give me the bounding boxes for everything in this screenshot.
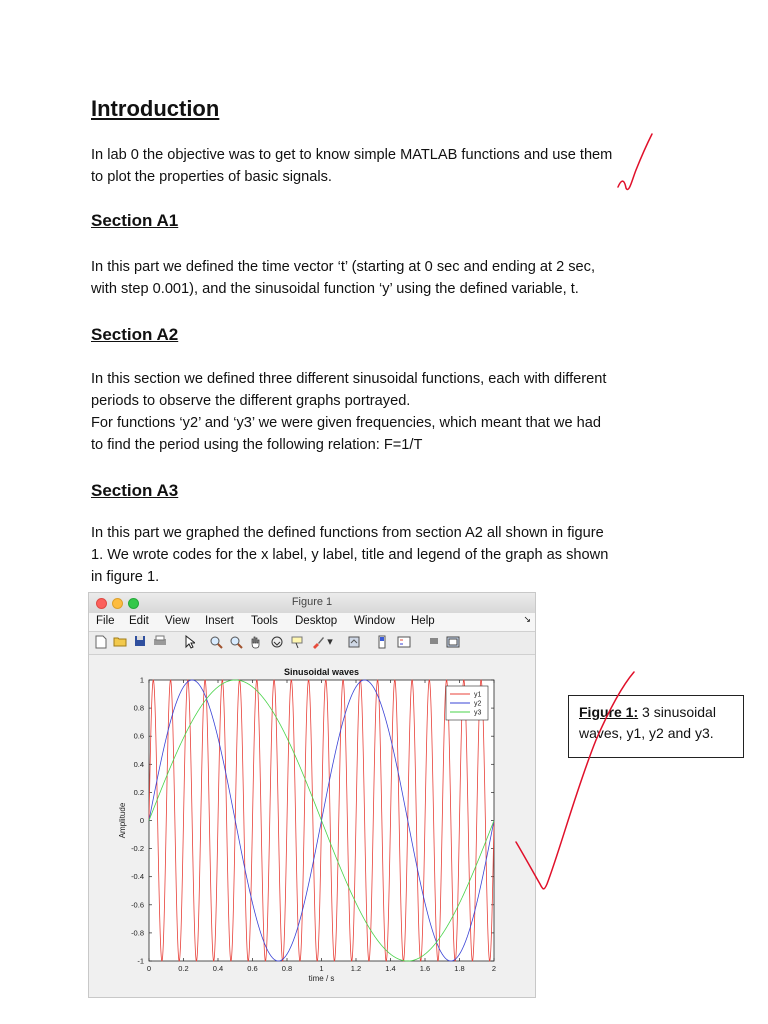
figure-caption-box <box>568 695 744 758</box>
zoom-in-icon[interactable] <box>209 635 223 649</box>
legend-icon[interactable] <box>397 635 411 649</box>
open-folder-icon[interactable] <box>113 635 127 649</box>
colorbar-icon[interactable] <box>375 635 389 649</box>
paragraph-line: For functions ‘y2’ and ‘y3’ we were given frequencies, which meant that we had <box>91 415 601 431</box>
x-tick-label: 0.2 <box>178 964 189 973</box>
print-icon[interactable] <box>153 635 167 649</box>
x-axis-label: time / s <box>308 974 335 983</box>
y-tick-label: 0 <box>139 816 144 825</box>
intro-line: In lab 0 the objective was to get to know simple MATLAB functions and use them <box>91 147 613 163</box>
figure-canvas <box>89 655 535 998</box>
paragraph-line: In this part we defined the time vector ‘t’ (starting at 0 sec and ending at 2 sec, <box>91 259 596 275</box>
pointer-icon[interactable] <box>183 635 197 649</box>
section-a1-heading: Section A1 <box>91 211 179 230</box>
section-a3-heading: Section A3 <box>91 481 179 500</box>
figure-toolbar <box>89 632 535 655</box>
menu-file[interactable]: File <box>96 615 115 627</box>
page-title: Introduction <box>91 96 220 121</box>
legend-label-y3: y3 <box>474 709 482 717</box>
x-tick-label: 0.8 <box>281 964 293 973</box>
x-tick-label: 0.6 <box>247 964 258 973</box>
zoom-out-icon[interactable] <box>229 635 243 649</box>
matlab-figure-window <box>88 592 536 998</box>
x-tick-label: 1.4 <box>385 964 396 973</box>
caption-label: Figure 1: <box>579 704 639 720</box>
new-file-icon[interactable] <box>94 635 108 649</box>
menu-help[interactable]: Help <box>411 615 435 627</box>
data-cursor-icon[interactable] <box>290 635 304 649</box>
x-tick-label: 1.2 <box>350 964 362 973</box>
menu-desktop[interactable]: Desktop <box>295 615 338 627</box>
legend-label-y1: y1 <box>474 691 482 699</box>
chart-title: Sinusoidal waves <box>283 667 360 677</box>
x-tick-label: 2 <box>491 964 497 973</box>
section-a1-paragraph <box>91 256 691 300</box>
intro-paragraph <box>91 144 691 188</box>
menu-view[interactable]: View <box>165 615 190 627</box>
paragraph-line: in figure 1. <box>91 569 160 585</box>
y-tick-label: 0.4 <box>133 759 144 769</box>
x-tick-label: 0.4 <box>212 964 224 973</box>
menu-tools[interactable]: Tools <box>251 615 278 627</box>
section-a2-paragraph <box>91 368 691 456</box>
menu-bar <box>89 613 535 632</box>
y-axis-label: Amplitude <box>118 802 127 839</box>
brush-icon[interactable] <box>311 635 325 649</box>
section-a3-paragraph <box>91 522 691 588</box>
paragraph-line: In this section we defined three different sinusoidal functions, each with different <box>91 371 607 387</box>
y-tick-label: 0.8 <box>133 703 144 713</box>
x-tick-label: 0 <box>146 964 152 973</box>
hide-plot-tools-icon[interactable] <box>427 635 441 649</box>
paragraph-line: In this part we graphed the defined functions from section A2 all shown in figure <box>91 525 604 541</box>
legend-label-y2: y2 <box>474 700 482 708</box>
window-titlebar <box>89 593 535 614</box>
paragraph-line: with step 0.001), and the sinusoidal function ‘y’ using the defined variable, t. <box>91 281 579 297</box>
rotate-3d-icon[interactable] <box>270 635 284 649</box>
window-title: Figure 1 <box>291 596 333 608</box>
save-icon[interactable] <box>133 635 147 649</box>
paragraph-line: to find the period using the following relation: F=1/T <box>91 437 423 453</box>
y-tick-label: -0.2 <box>131 844 144 854</box>
y-tick-label: -0.6 <box>131 900 144 910</box>
intro-line: to plot the properties of basic signals. <box>91 169 332 185</box>
section-a2-heading: Section A2 <box>91 325 179 344</box>
show-plot-tools-icon[interactable] <box>446 635 460 649</box>
sinusoidal-plot[interactable] <box>89 655 535 998</box>
x-tick-label: 1.6 <box>419 964 431 973</box>
link-plot-icon[interactable] <box>347 635 361 649</box>
pan-hand-icon[interactable] <box>249 635 263 649</box>
brush-dropdown-icon[interactable]: ▾ <box>327 636 333 648</box>
y-tick-label: -0.8 <box>131 928 144 938</box>
paragraph-line: 1. We wrote codes for the x label, y label, title and legend of the graph as shown <box>91 547 609 563</box>
y-tick-label: 0.2 <box>133 787 144 797</box>
y-tick-label: -0.4 <box>131 872 144 882</box>
menu-edit[interactable]: Edit <box>129 615 149 627</box>
y-tick-label: 0.6 <box>133 731 144 741</box>
menu-insert[interactable]: Insert <box>205 615 234 627</box>
dock-arrow-icon[interactable]: ↘ <box>523 614 531 624</box>
caption-text: 3 sinusoidal <box>638 704 716 720</box>
x-tick-label: 1.8 <box>454 964 465 973</box>
caption-text: waves, y1, y2 and y3. <box>579 725 714 741</box>
x-tick-label: 1 <box>319 964 324 973</box>
y-tick-label: -1 <box>137 956 144 966</box>
y-tick-label: 1 <box>139 675 144 685</box>
paragraph-line: periods to observe the different graphs portrayed. <box>91 393 411 409</box>
menu-window[interactable]: Window <box>354 615 395 627</box>
